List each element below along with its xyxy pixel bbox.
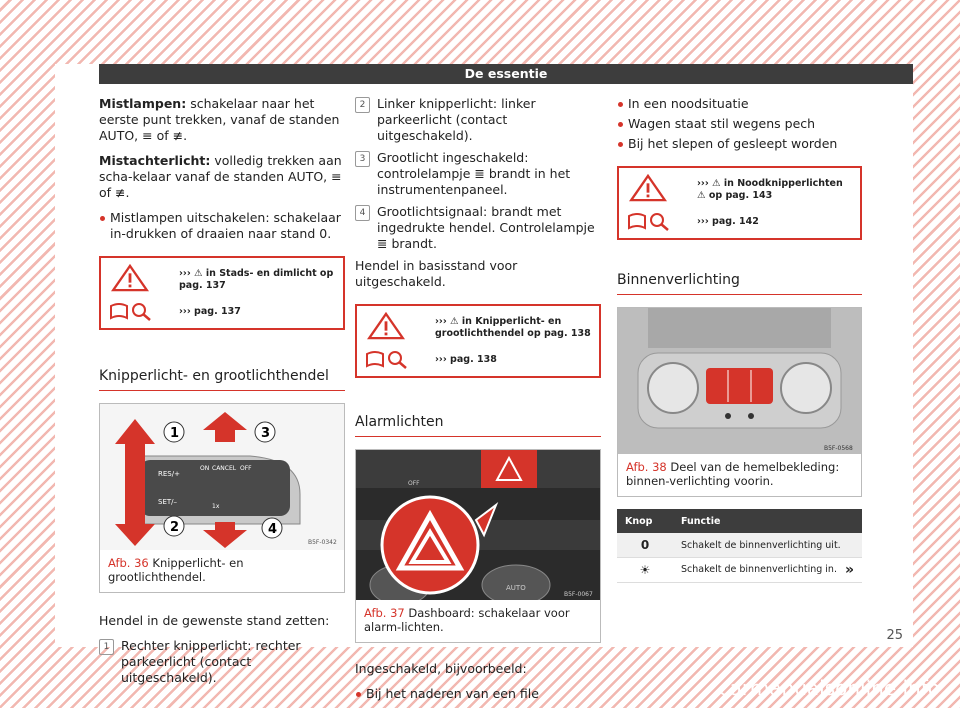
bullet-noodsituatie: In een noodsituatie: [617, 96, 862, 112]
item-text-4: Grootlichtsignaal: brandt met ingedrukte hendel. Controlelampje ≣ brandt.: [377, 204, 595, 251]
figure-36-number: Afb. 36: [108, 556, 149, 570]
warning-triangle-icon: [629, 174, 667, 202]
numbered-item-2: [355, 96, 601, 144]
section-title-alarmlichten: Alarmlichten: [355, 414, 601, 437]
figure-38-image: [618, 308, 861, 454]
warning-triangle-icon: [111, 264, 149, 292]
lever-callout-4: 4: [268, 522, 278, 537]
dash-label-auto: AUTO: [506, 584, 526, 592]
item-number-2: 2: [355, 97, 370, 113]
mistlampen-text: schakelaar naar het eerste punt trekken, vanaf de standen AUTO, ≡ of ≢.: [99, 96, 340, 143]
figure-36: [99, 403, 345, 593]
warning-ref-1[interactable]: ››› ⚠ in Knipperlicht- en grootlichthendel op pag. 138: [435, 316, 591, 339]
lever-label-cancel: CANCEL: [212, 465, 237, 472]
lever-label-off: OFF: [240, 465, 252, 472]
item-number-3: 3: [355, 151, 370, 167]
page-number: 25: [886, 628, 903, 643]
mistlampen-paragraph: [99, 96, 345, 144]
column-3: [617, 96, 862, 583]
bullet-slepen: Bij het slepen of gesleept worden: [617, 136, 862, 152]
table-cell-functie-text: Schakelt de binnenverlichting in.: [681, 564, 837, 575]
watermark: carmanualsonline.info: [718, 676, 940, 700]
numbered-item-3: [355, 150, 601, 198]
figure-37: [355, 449, 601, 643]
basisstand-text: Hendel in basisstand voor uitgeschakeld.: [355, 258, 518, 289]
section-title-binnenverlichting: Binnenverlichting: [617, 272, 862, 295]
manual-book-icon: [365, 348, 409, 370]
lever-callout-1: 1: [170, 426, 180, 441]
figure-37-code: B5F-0067: [564, 591, 593, 598]
bullet-pech: Wagen staat stil wegens pech: [617, 116, 862, 132]
table-row: [617, 533, 862, 558]
figure-38-caption-text: Deel van de hemelbekleding: binnen-verlichting voorin.: [626, 460, 840, 488]
item-text-1: Rechter knipperlicht: rechter parkeerlicht (contact uitgeschakeld).: [121, 638, 301, 685]
mistachterlicht-paragraph: [99, 153, 345, 201]
table-header-row: [617, 509, 862, 533]
ingeschakeld-intro: Ingeschakeld, bijvoorbeeld:: [355, 661, 527, 676]
warning-box-3: [617, 166, 862, 240]
item-number-4: 4: [355, 205, 370, 221]
page-header: De essentie: [99, 64, 913, 84]
warning-ref-1[interactable]: ››› ⚠ in Noodknipperlichten ⚠ op pag. 143: [697, 178, 843, 201]
numbered-item-1: [99, 638, 345, 686]
mistachterlicht-text: volledig trekken aan scha-kelaar vanaf de standen AUTO, ≡ of ≢.: [99, 153, 342, 200]
lever-callout-3: 3: [261, 426, 271, 441]
figure-36-caption-text: Knipperlicht- en grootlichthendel.: [108, 556, 244, 584]
manual-book-icon: [109, 300, 153, 322]
column-1: [99, 96, 345, 692]
lever-label-res: RES/+: [158, 470, 180, 478]
item-text-3: Grootlicht ingeschakeld: controlelampje ≣ brandt in het instrumentenpaneel.: [377, 150, 571, 197]
figure-36-caption: [100, 550, 344, 592]
warning-box-1: [99, 256, 345, 330]
continue-arrow-icon: »: [844, 562, 854, 578]
bullet-mistlampen-uit: Mistlampen uitschakelen: schakelaar in-drukken of draaien naar stand 0.: [99, 210, 345, 242]
column-2: [355, 96, 601, 706]
item-number-1: 1: [99, 639, 114, 655]
lever-illustration: [100, 404, 344, 550]
figure-38: [617, 307, 862, 497]
table-cell-knop: 0: [617, 533, 673, 558]
table-cell-knop: ☀: [617, 558, 673, 583]
table-cell-functie: Schakelt de binnenverlichting uit.: [673, 533, 862, 558]
table-row: [617, 558, 862, 583]
dashboard-illustration: [356, 450, 600, 600]
knop-functie-table: [617, 509, 862, 583]
figure-36-code: B5F-0342: [308, 539, 337, 546]
lever-callout-2: 2: [170, 520, 180, 535]
figure-37-caption-text: Dashboard: schakelaar voor alarm-lichten.: [364, 606, 570, 634]
dash-label-off: OFF: [408, 480, 420, 487]
mistlampen-lead: Mistlampen:: [99, 96, 187, 111]
warning-triangle-icon: [367, 312, 405, 340]
warning-ref-2[interactable]: ››› pag. 137: [179, 306, 241, 317]
figure-38-code: B5F-0568: [824, 445, 853, 452]
figure-37-image: [356, 450, 600, 600]
figure-38-number: Afb. 38: [626, 460, 667, 474]
lever-label-1x: 1x: [212, 503, 220, 510]
section-title-knipperlicht: Knipperlicht- en grootlichthendel: [99, 368, 345, 391]
table-header-functie: Functie: [673, 509, 862, 533]
figure-38-caption: [618, 454, 861, 496]
warning-box-2: [355, 304, 601, 378]
lever-label-set: SET/–: [158, 498, 178, 506]
figure-36-image: [100, 404, 344, 550]
bullet-file: Bij het naderen van een file: [355, 686, 601, 702]
mistachterlicht-lead: Mistachterlicht:: [99, 153, 211, 168]
ceiling-light-illustration: [618, 308, 861, 454]
figure-37-caption: [356, 600, 600, 642]
warning-ref-2[interactable]: ››› pag. 138: [435, 354, 497, 365]
hendel-intro: Hendel in de gewenste stand zetten:: [99, 613, 330, 628]
manual-book-icon: [627, 210, 671, 232]
table-cell-functie: [673, 558, 862, 583]
figure-37-number: Afb. 37: [364, 606, 405, 620]
table-header-knop: Knop: [617, 509, 673, 533]
lever-label-on: ON: [200, 465, 210, 472]
numbered-item-4: [355, 204, 601, 252]
item-text-2: Linker knipperlicht: linker parkeerlicht (contact uitgeschakeld).: [377, 96, 536, 143]
warning-ref-1[interactable]: ››› ⚠ in Stads- en dimlicht op pag. 137: [179, 268, 334, 291]
warning-ref-2[interactable]: ››› pag. 142: [697, 216, 759, 227]
